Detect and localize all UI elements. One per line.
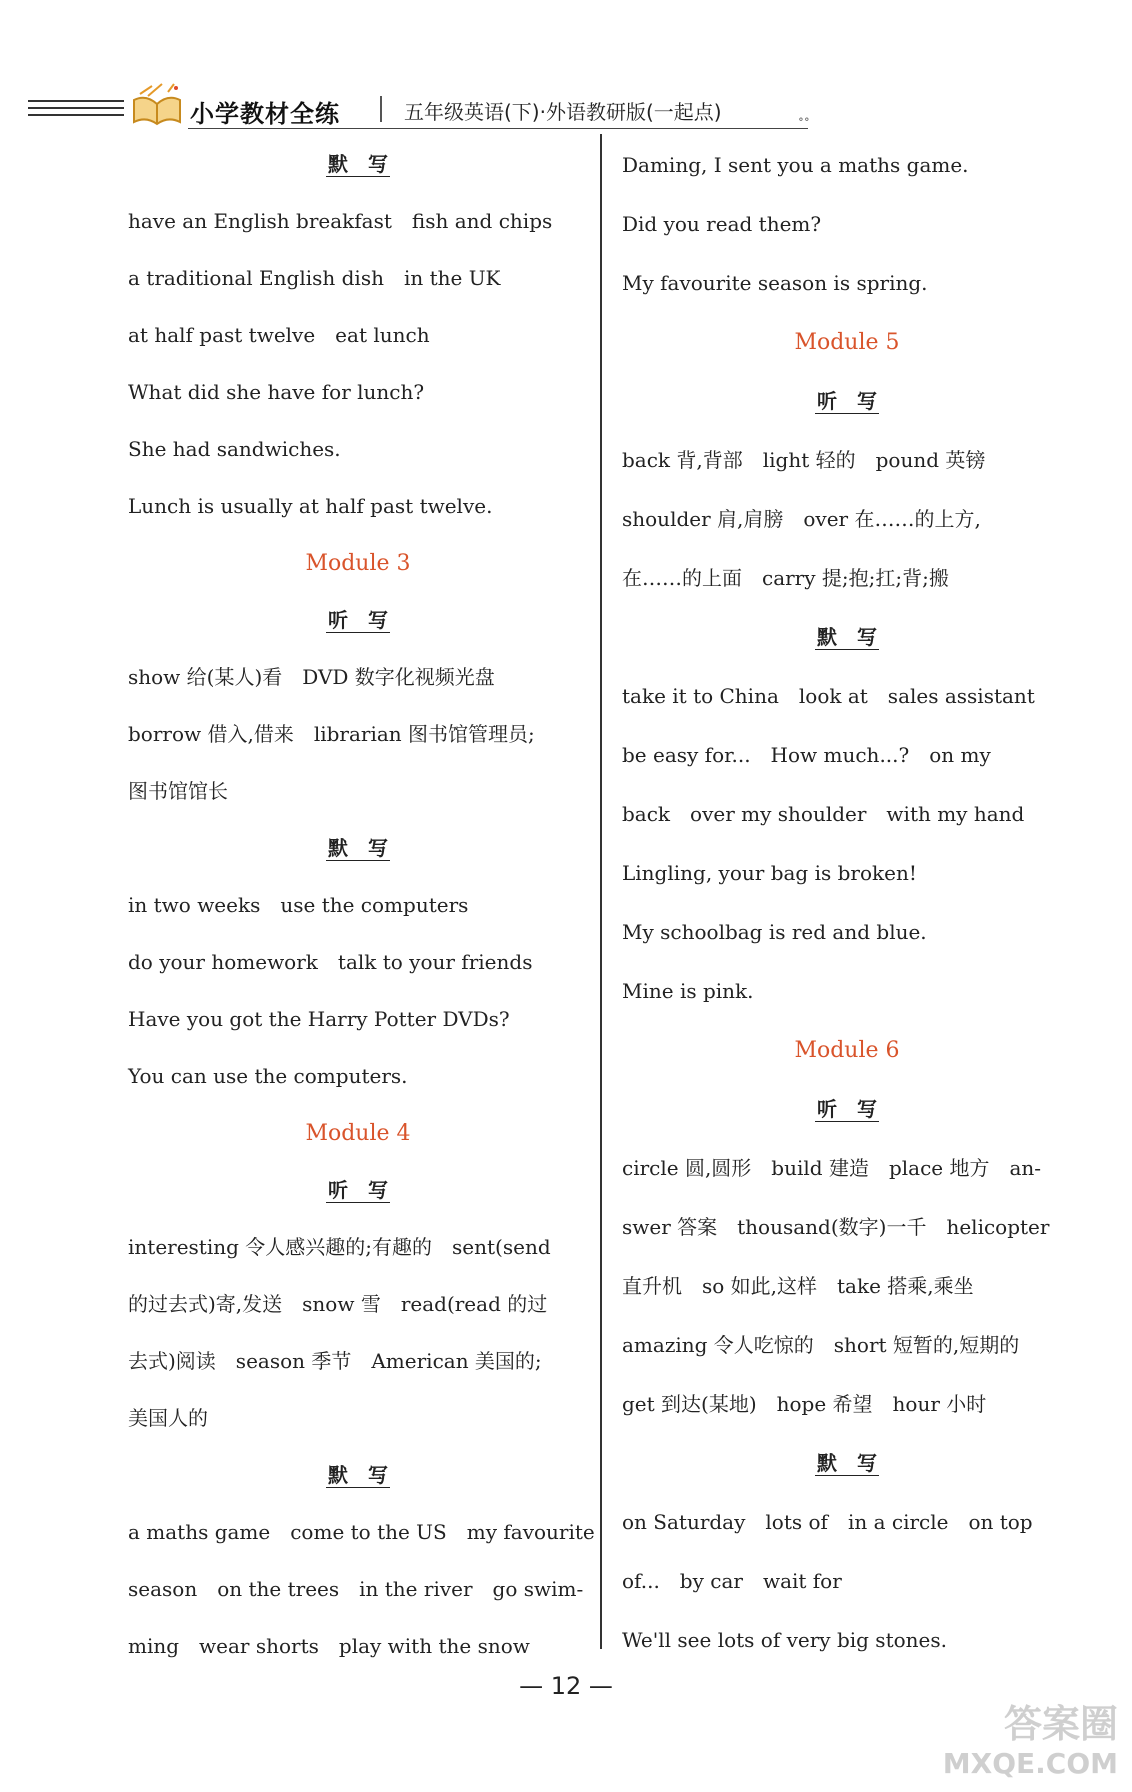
- text-line: Lingling, your bag is broken!: [622, 861, 917, 885]
- header-brand: 小学教材全练: [190, 100, 340, 128]
- column-divider: [600, 134, 602, 1649]
- text-line: in two weeks use the computers: [128, 893, 469, 917]
- module-heading: Module 4: [305, 1121, 411, 1146]
- module-heading: Module 6: [794, 1038, 900, 1063]
- text-line: My favourite season is spring.: [622, 271, 928, 295]
- text-line: take it to China look at sales assistant: [622, 684, 1035, 708]
- text-line: 美国人的: [128, 1406, 208, 1430]
- text-line: season on the trees in the river go swim-: [128, 1577, 584, 1601]
- text-line: Did you read them?: [622, 212, 822, 236]
- section-heading-label: 听 写: [817, 389, 877, 413]
- text-line: You can use the computers.: [128, 1064, 408, 1088]
- section-heading: [128, 820, 588, 877]
- text-line: 去式)阅读 season 季节 American 美国的;: [128, 1349, 542, 1373]
- header-dots-icon: ∘∘: [798, 112, 810, 126]
- module-heading: Module 5: [794, 330, 900, 355]
- text-line: interesting 令人感兴趣的;有趣的 sent(send: [128, 1235, 551, 1259]
- text-line: on Saturday lots of in a circle on top: [622, 1510, 1033, 1534]
- section-heading-label: 默 写: [817, 625, 877, 649]
- section-heading: [128, 1447, 588, 1504]
- section-heading: [622, 608, 1072, 667]
- text-line: be easy for... How much...? on my: [622, 743, 991, 767]
- section-heading: [622, 1434, 1072, 1493]
- module-heading: Module 3: [305, 551, 411, 576]
- section-heading-label: 默 写: [817, 1451, 877, 1475]
- text-line: at half past twelve eat lunch: [128, 323, 430, 347]
- page-header: [28, 82, 810, 134]
- text-line: circle 圆,圆形 build 建造 place 地方 an-: [622, 1156, 1042, 1180]
- section-heading: [622, 1080, 1072, 1139]
- section-heading-label: 默 写: [328, 1463, 388, 1487]
- text-line: back 背,背部 light 轻的 pound 英镑: [622, 448, 986, 472]
- text-line: borrow 借入,借来 librarian 图书馆管理员;: [128, 722, 535, 746]
- section-heading-label: 听 写: [817, 1097, 877, 1121]
- section-heading-label: 默 写: [328, 836, 388, 860]
- text-line: 在……的上面 carry 提;抱;扛;背;搬: [622, 566, 949, 590]
- header-decoration: [28, 100, 124, 121]
- header-subtitle: 五年级英语(下)·外语教研版(一起点): [404, 100, 722, 124]
- text-line: ming wear shorts play with the snow: [128, 1634, 530, 1658]
- text-line: back over my shoulder with my hand: [622, 802, 1025, 826]
- page-number: — 12 —: [519, 1672, 613, 1700]
- watermark-line1: 答案圈: [1003, 1702, 1118, 1746]
- header-separator: [380, 96, 382, 122]
- text-line: have an English breakfast fish and chips: [128, 209, 553, 233]
- text-line: 图书馆馆长: [128, 779, 228, 803]
- section-heading: [128, 592, 588, 649]
- section-heading-label: 听 写: [328, 1178, 388, 1202]
- text-line: What did she have for lunch?: [128, 380, 425, 404]
- section-heading-label: 默 写: [328, 152, 388, 176]
- header-underline: [188, 128, 808, 129]
- text-line: show 给(某人)看 DVD 数字化视频光盘: [128, 665, 495, 689]
- text-line: We'll see lots of very big stones.: [622, 1628, 947, 1652]
- text-line: Have you got the Harry Potter DVDs?: [128, 1007, 510, 1031]
- watermark: [943, 1704, 1118, 1784]
- text-line: of... by car wait for: [622, 1569, 842, 1593]
- text-line: 直升机 so 如此,这样 take 搭乘,乘坐: [622, 1274, 974, 1298]
- text-line: a traditional English dish in the UK: [128, 266, 501, 290]
- watermark-line2: MXQE.COM: [942, 1747, 1118, 1780]
- text-line: get 到达(某地) hope 希望 hour 小时: [622, 1392, 987, 1416]
- open-book-logo-icon: [128, 82, 186, 130]
- section-heading-label: 听 写: [328, 608, 388, 632]
- left-column: [128, 136, 595, 1675]
- text-line: My schoolbag is red and blue.: [622, 920, 927, 944]
- text-line: Mine is pink.: [622, 979, 754, 1003]
- text-line: 的过去式)寄,发送 snow 雪 read(read 的过: [128, 1292, 548, 1316]
- text-line: swer 答案 thousand(数字)一千 helicopter: [622, 1215, 1050, 1239]
- section-heading: [622, 372, 1072, 431]
- right-column: [622, 136, 1072, 1670]
- text-line: a maths game come to the US my favourite: [128, 1520, 595, 1544]
- text-line: Lunch is usually at half past twelve.: [128, 494, 493, 518]
- section-heading: [128, 1162, 588, 1219]
- text-line: shoulder 肩,肩膀 over 在……的上方,: [622, 507, 981, 531]
- text-line: Daming, I sent you a maths game.: [622, 153, 969, 177]
- text-line: She had sandwiches.: [128, 437, 341, 461]
- section-heading: [128, 136, 588, 193]
- text-line: do your homework talk to your friends: [128, 950, 533, 974]
- text-line: amazing 令人吃惊的 short 短暂的,短期的: [622, 1333, 1020, 1357]
